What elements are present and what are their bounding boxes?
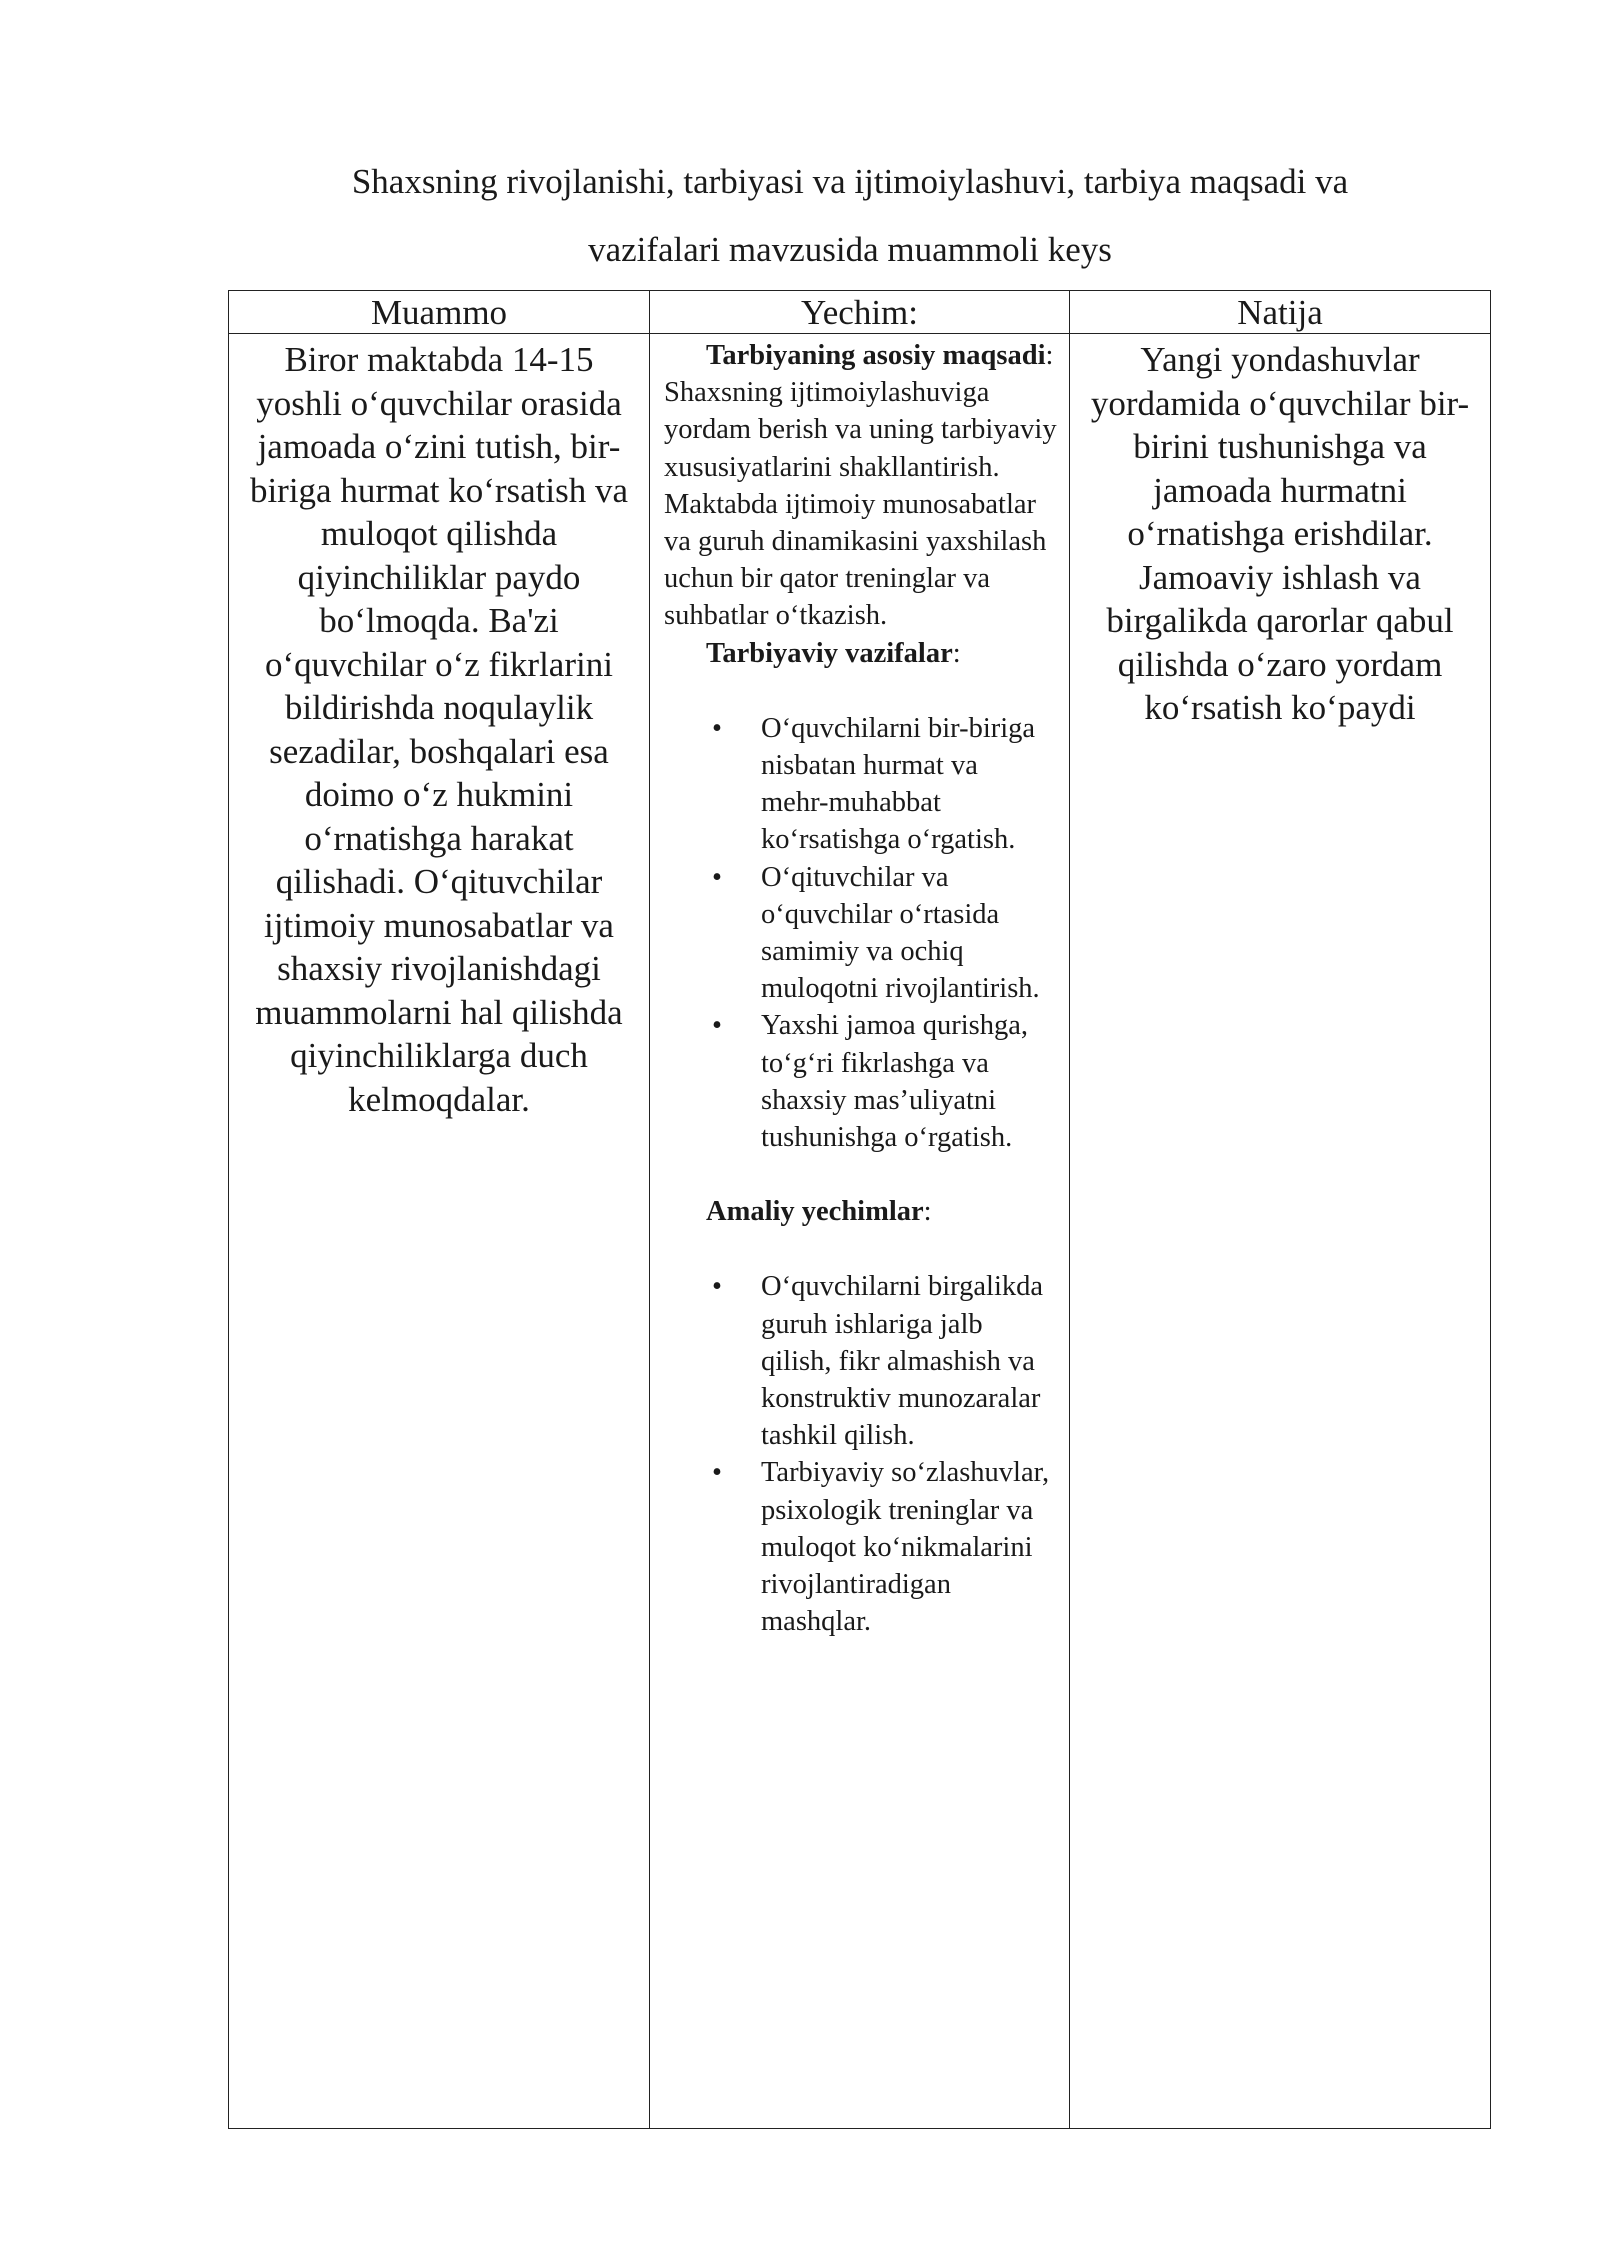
tasks-colon: : (952, 637, 961, 669)
bullet-icon: • (712, 1457, 722, 1489)
bullet-icon: • (712, 1010, 722, 1042)
header-muammo: Muammo (229, 291, 650, 334)
bullet-icon: • (712, 712, 722, 744)
solution-cell (650, 334, 1070, 2129)
table-header-row (229, 291, 1491, 334)
tasks-heading: Tarbiyaviy vazifalar (706, 637, 953, 669)
bullet-icon: • (712, 861, 722, 893)
problem-cell (229, 334, 650, 2129)
goal-paragraph (664, 337, 1057, 635)
result-cell (1070, 334, 1491, 2129)
practical-list (664, 1268, 1057, 1640)
document-title (230, 148, 1470, 284)
practical-heading-line (664, 1193, 1057, 1230)
header-natija: Natija (1070, 291, 1491, 334)
list-item: • Tarbiyaviy so‘zlashuvlar, psixologik treninglar va muloqot ko‘nikmalarini rivojlantiradigan mashqlar. (664, 1454, 1057, 1640)
tasks-heading-line (664, 635, 1057, 672)
result-text: Yangi yondashuvlar yordamida o‘quvchilar bir-birini tushunishga va jamoada hurmatni o‘rnatishga erishdilar. Jamoaviy ishlash va birgalikda qarorlar qabul qilishda o‘zaro yordam ko‘rsatish ko‘paydi (1090, 340, 1470, 727)
practical-colon: : (923, 1196, 932, 1228)
header-yechim: Yechim: (650, 291, 1070, 334)
title-line-2: vazifalari mavzusida muammoli keys (588, 230, 1112, 269)
list-item: • O‘qituvchilar va o‘quvchilar o‘rtasida samimiy va ochiq muloqotni rivojlantirish. (664, 859, 1057, 1008)
list-item: • Yaxshi jamoa qurishga, to‘g‘ri fikrlashga va shaxsiy mas’uliyatni tushunishga o‘rgatish. (664, 1007, 1057, 1156)
case-table (228, 290, 1491, 2129)
list-item: • O‘quvchilarni bir-biriga nisbatan hurmat va mehr-muhabbat ko‘rsatishga o‘rgatish. (664, 710, 1057, 859)
title-line-1: Shaxsning rivojlanishi, tarbiyasi va ijtimoiylashuvi, tarbiya maqsadi va (351, 162, 1349, 201)
goal-text: : Shaxsning ijtimoiylashuviga yordam berish va uning tarbiyaviy xususiyatlarini shakllantirish. Maktabda ijtimoiy munosabatlar va guruh dinamikasini yaxshilash uchun bir qator treninglar va suhbatlar o‘tkazish. (664, 340, 1057, 632)
practical-heading: Amaliy yechimlar (706, 1196, 924, 1228)
tasks-list (664, 710, 1057, 1156)
table-row (229, 334, 1491, 2129)
goal-heading: Tarbiyaning asosiy maqsadi (706, 340, 1046, 371)
problem-text: Biror maktabda 14-15 yoshli o‘quvchilar orasida jamoada o‘zini tutish, bir-biriga hurmat ko‘rsatish va muloqot qilishda qiyinchiliklar paydo bo‘lmoqda. Ba'zi o‘quvchilar o‘z fikrlarini bildirishda noqulaylik sezadilar, boshqalari esa doimo o‘z hukmini o‘rnatishga harakat qilishadi. O‘qituvchilar ijtimoiy munosabatlar va shaxsiy rivojlanishdagi muammolarni hal qilishda qiyinchiliklarga duch kelmoqdalar. (249, 340, 629, 1119)
bullet-icon: • (712, 1271, 722, 1303)
list-item: • O‘quvchilarni birgalikda guruh ishlariga jalb qilish, fikr almashish va konstruktiv munozaralar tashkil qilish. (664, 1268, 1057, 1454)
